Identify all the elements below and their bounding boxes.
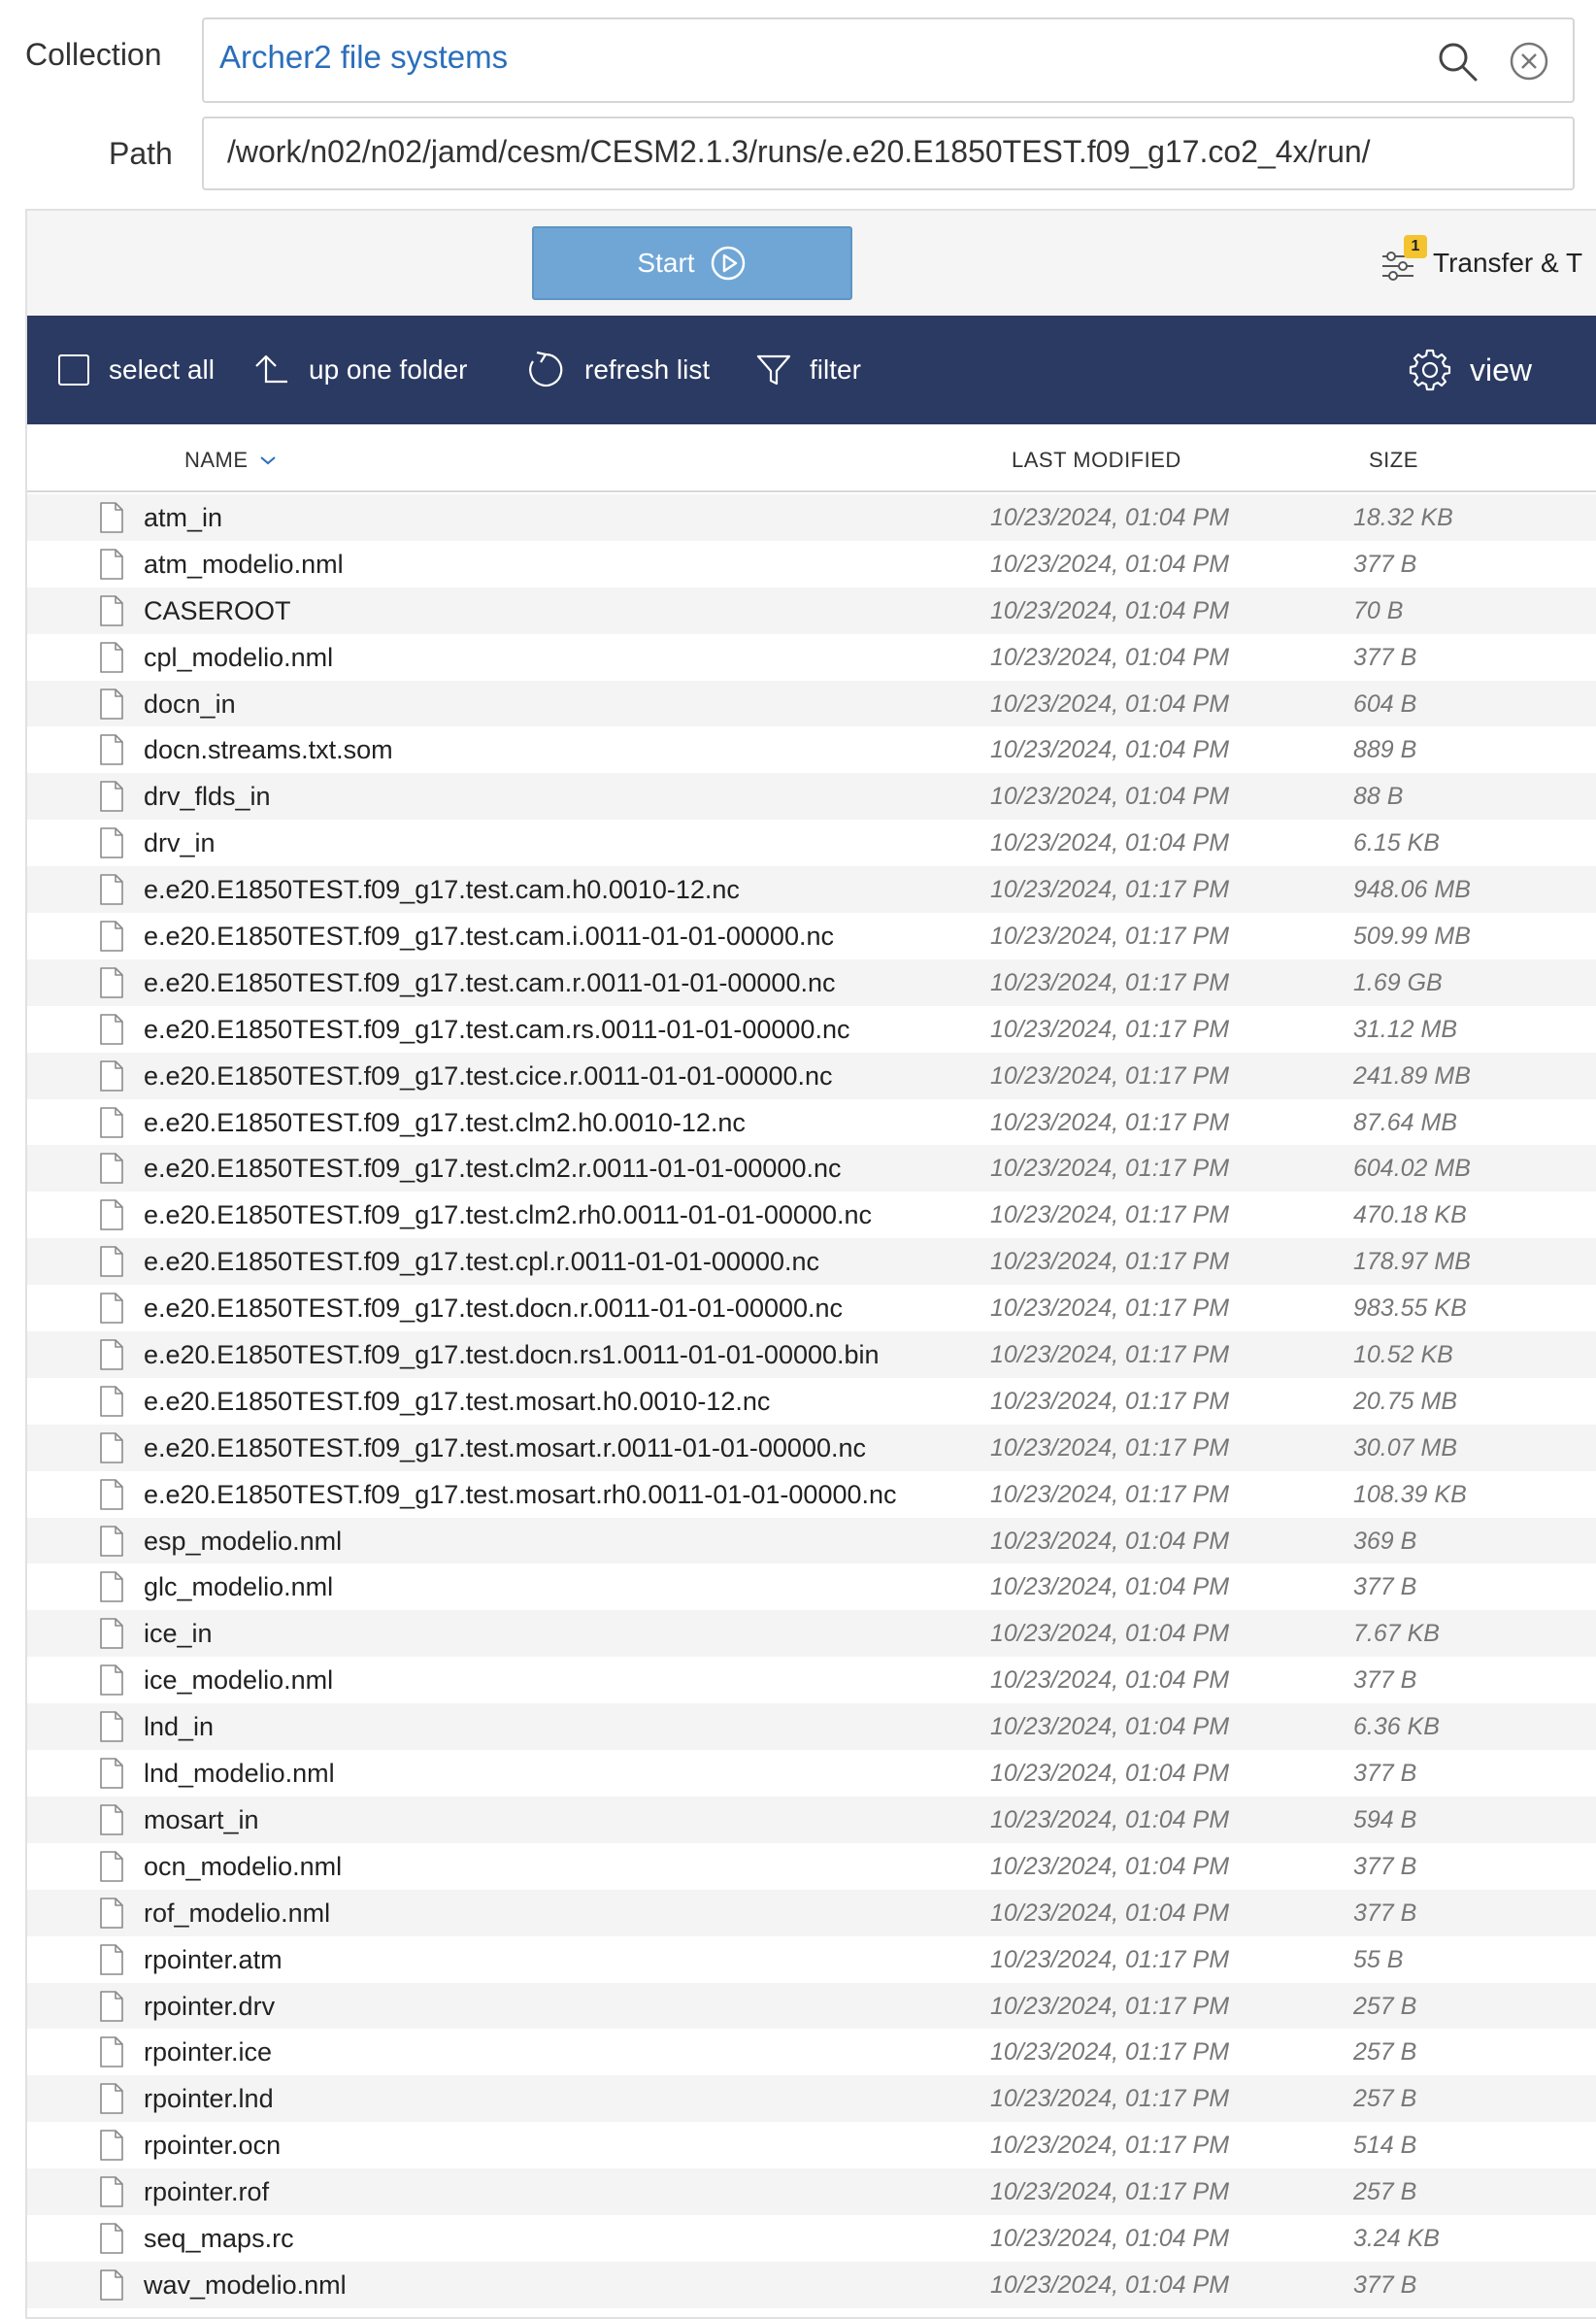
file-panel bbox=[25, 209, 1596, 2319]
file-modified: 10/23/2024, 01:17 PM bbox=[990, 968, 1230, 996]
modified-column-header[interactable]: LAST MODIFIED bbox=[1012, 448, 1181, 472]
table-row[interactable] bbox=[27, 1425, 1596, 1471]
file-modified: 10/23/2024, 01:04 PM bbox=[990, 1527, 1230, 1555]
file-size: 88 B bbox=[1353, 783, 1404, 811]
file-name[interactable]: lnd_in bbox=[144, 1712, 215, 1742]
file-modified: 10/23/2024, 01:04 PM bbox=[990, 1620, 1230, 1648]
file-icon bbox=[99, 2269, 124, 2302]
file-size: 377 B bbox=[1353, 1760, 1417, 1788]
path-value[interactable]: /work/n02/n02/jamd/cesm/CESM2.1.3/runs/e.e20.E1850TEST.f09_g17.co2_4x/run/ bbox=[227, 134, 1371, 169]
table-row[interactable] bbox=[27, 1192, 1596, 1238]
table-row[interactable] bbox=[27, 773, 1596, 820]
filter-label: filter bbox=[810, 354, 861, 385]
file-size: 369 B bbox=[1353, 1527, 1417, 1555]
file-icon bbox=[99, 1990, 124, 2023]
file-size: 87.64 MB bbox=[1353, 1108, 1458, 1136]
file-size: 604.02 MB bbox=[1353, 1155, 1471, 1183]
file-modified: 10/23/2024, 01:04 PM bbox=[990, 783, 1230, 811]
file-name[interactable]: rpointer.atm bbox=[144, 1944, 283, 1974]
table-row[interactable] bbox=[27, 494, 1596, 541]
file-size: 6.15 KB bbox=[1353, 829, 1440, 857]
file-modified: 10/23/2024, 01:17 PM bbox=[990, 923, 1230, 951]
file-size: 31.12 MB bbox=[1353, 1015, 1458, 1043]
file-icon bbox=[99, 966, 124, 999]
file-icon bbox=[99, 1570, 124, 1603]
chevron-down-icon bbox=[258, 454, 278, 467]
file-name[interactable]: cpl_modelio.nml bbox=[144, 642, 334, 672]
file-name[interactable]: atm_in bbox=[144, 503, 223, 532]
table-row[interactable] bbox=[27, 1053, 1596, 1099]
file-modified: 10/23/2024, 01:17 PM bbox=[990, 876, 1230, 904]
table-row[interactable] bbox=[27, 1750, 1596, 1797]
table-row[interactable] bbox=[27, 1936, 1596, 1983]
file-size: 514 B bbox=[1353, 2132, 1417, 2160]
file-name[interactable]: e.e20.E1850TEST.f09_g17.test.clm2.h0.0010-12.nc bbox=[144, 1107, 746, 1137]
file-icon bbox=[99, 1198, 124, 1231]
table-row[interactable] bbox=[27, 1797, 1596, 1843]
table-row[interactable] bbox=[27, 634, 1596, 681]
file-name[interactable]: lnd_modelio.nml bbox=[144, 1759, 335, 1789]
file-size: 257 B bbox=[1353, 2085, 1417, 2113]
file-size: 55 B bbox=[1353, 1945, 1404, 1973]
table-row[interactable] bbox=[27, 681, 1596, 727]
arrow-up-folder-icon bbox=[252, 351, 291, 389]
file-icon bbox=[99, 1059, 124, 1092]
file-name[interactable]: e.e20.E1850TEST.f09_g17.test.cice.r.0011-01-01-00000.nc bbox=[144, 1060, 833, 1091]
file-icon bbox=[99, 1013, 124, 1046]
file-name[interactable]: atm_modelio.nml bbox=[144, 549, 344, 579]
file-name[interactable]: esp_modelio.nml bbox=[144, 1526, 343, 1556]
file-icon bbox=[99, 1617, 124, 1650]
file-modified: 10/23/2024, 01:17 PM bbox=[990, 1945, 1230, 1973]
file-modified: 10/23/2024, 01:04 PM bbox=[990, 1713, 1230, 1741]
file-icon bbox=[99, 2035, 124, 2068]
file-modified: 10/23/2024, 01:04 PM bbox=[990, 689, 1230, 718]
file-modified: 10/23/2024, 01:04 PM bbox=[990, 1666, 1230, 1695]
file-size: 178.97 MB bbox=[1353, 1248, 1471, 1276]
file-modified: 10/23/2024, 01:04 PM bbox=[990, 1760, 1230, 1788]
table-row[interactable] bbox=[27, 2262, 1596, 2308]
file-icon bbox=[99, 1385, 124, 1418]
file-icon bbox=[99, 548, 124, 581]
file-size: 377 B bbox=[1353, 1899, 1417, 1927]
file-modified: 10/23/2024, 01:04 PM bbox=[990, 1852, 1230, 1880]
table-row[interactable] bbox=[27, 866, 1596, 913]
start-button[interactable] bbox=[532, 226, 852, 300]
file-modified: 10/23/2024, 01:17 PM bbox=[990, 1387, 1230, 1415]
collection-value[interactable]: Archer2 file systems bbox=[219, 39, 509, 75]
file-icon bbox=[99, 2082, 124, 2115]
refresh-list-label: refresh list bbox=[584, 354, 711, 385]
file-modified: 10/23/2024, 01:17 PM bbox=[990, 1201, 1230, 1229]
file-icon bbox=[99, 594, 124, 627]
file-icon bbox=[99, 1757, 124, 1790]
file-name[interactable]: docn.streams.txt.som bbox=[144, 735, 393, 765]
file-name[interactable]: rpointer.lnd bbox=[144, 2084, 274, 2114]
file-size: 377 B bbox=[1353, 1852, 1417, 1880]
file-name[interactable]: drv_in bbox=[144, 828, 216, 858]
table-row[interactable] bbox=[27, 1099, 1596, 1146]
file-size: 948.06 MB bbox=[1353, 876, 1471, 904]
table-row[interactable] bbox=[27, 1378, 1596, 1425]
file-icon bbox=[99, 1431, 124, 1464]
file-modified: 10/23/2024, 01:17 PM bbox=[990, 2132, 1230, 2160]
gear-icon bbox=[1408, 348, 1452, 392]
file-modified: 10/23/2024, 01:17 PM bbox=[990, 1015, 1230, 1043]
name-column-header[interactable] bbox=[184, 448, 278, 473]
up-one-folder-button[interactable] bbox=[252, 316, 467, 424]
file-name[interactable]: e.e20.E1850TEST.f09_g17.test.docn.rs1.0011-01-01-00000.bin bbox=[144, 1340, 880, 1370]
file-icon bbox=[99, 2222, 124, 2255]
file-name[interactable]: mosart_in bbox=[144, 1804, 259, 1834]
file-modified: 10/23/2024, 01:04 PM bbox=[990, 643, 1230, 671]
file-modified: 10/23/2024, 01:17 PM bbox=[990, 1341, 1230, 1369]
file-modified: 10/23/2024, 01:04 PM bbox=[990, 504, 1230, 531]
file-name[interactable]: glc_modelio.nml bbox=[144, 1572, 334, 1602]
view-button[interactable] bbox=[1408, 316, 1532, 424]
file-modified: 10/23/2024, 01:17 PM bbox=[990, 1061, 1230, 1090]
file-name[interactable]: rpointer.ice bbox=[144, 2037, 273, 2067]
refresh-icon bbox=[524, 349, 567, 391]
table-row[interactable] bbox=[27, 541, 1596, 588]
file-icon bbox=[99, 1245, 124, 1278]
file-name[interactable]: drv_flds_in bbox=[144, 782, 271, 812]
file-size: 604 B bbox=[1353, 689, 1417, 718]
file-icon bbox=[99, 1850, 124, 1883]
file-name[interactable]: ice_in bbox=[144, 1619, 213, 1649]
file-size: 377 B bbox=[1353, 643, 1417, 671]
table-row[interactable] bbox=[27, 1890, 1596, 1936]
collection-input[interactable] bbox=[202, 17, 1575, 103]
file-icon bbox=[99, 1664, 124, 1697]
file-size: 377 B bbox=[1353, 1666, 1417, 1695]
file-name[interactable]: e.e20.E1850TEST.f09_g17.test.cam.r.0011-01-01-00000.nc bbox=[144, 967, 836, 997]
funnel-icon bbox=[755, 352, 792, 388]
file-size: 509.99 MB bbox=[1353, 923, 1471, 951]
file-name[interactable]: wav_modelio.nml bbox=[144, 2269, 347, 2300]
file-size: 470.18 KB bbox=[1353, 1201, 1467, 1229]
table-row[interactable] bbox=[27, 1563, 1596, 1610]
search-icon[interactable] bbox=[1433, 37, 1481, 85]
file-size: 10.52 KB bbox=[1353, 1341, 1453, 1369]
view-label: view bbox=[1470, 352, 1533, 387]
file-name[interactable]: e.e20.E1850TEST.f09_g17.test.clm2.rh0.0011-01-01-00000.nc bbox=[144, 1200, 873, 1230]
file-modified: 10/23/2024, 01:04 PM bbox=[990, 1805, 1230, 1833]
file-modified: 10/23/2024, 01:04 PM bbox=[990, 550, 1230, 578]
file-name[interactable]: rpointer.rof bbox=[144, 2177, 270, 2207]
size-column-header[interactable]: SIZE bbox=[1369, 448, 1418, 472]
table-row[interactable] bbox=[27, 1610, 1596, 1657]
file-modified: 10/23/2024, 01:04 PM bbox=[990, 736, 1230, 764]
file-modified: 10/23/2024, 01:17 PM bbox=[990, 1155, 1230, 1183]
file-modified: 10/23/2024, 01:17 PM bbox=[990, 1992, 1230, 2020]
file-name[interactable]: e.e20.E1850TEST.f09_g17.test.mosart.h0.0010-12.nc bbox=[144, 1386, 771, 1416]
file-modified: 10/23/2024, 01:17 PM bbox=[990, 2178, 1230, 2206]
file-icon bbox=[99, 826, 124, 859]
select-all-button[interactable] bbox=[56, 316, 215, 424]
table-row[interactable] bbox=[27, 959, 1596, 1006]
path-label: Path bbox=[109, 136, 173, 171]
file-size: 594 B bbox=[1353, 1805, 1417, 1833]
file-icon bbox=[99, 641, 124, 674]
file-modified: 10/23/2024, 01:17 PM bbox=[990, 1294, 1230, 1323]
file-modified: 10/23/2024, 01:17 PM bbox=[990, 1433, 1230, 1462]
file-size: 7.67 KB bbox=[1353, 1620, 1440, 1648]
file-name[interactable]: e.e20.E1850TEST.f09_g17.test.mosart.rh0.0011-01-01-00000.nc bbox=[144, 1479, 897, 1509]
table-row[interactable] bbox=[27, 1238, 1596, 1285]
file-name[interactable]: ocn_modelio.nml bbox=[144, 1851, 343, 1881]
file-size: 377 B bbox=[1353, 1573, 1417, 1601]
start-label: Start bbox=[637, 248, 695, 278]
table-row[interactable] bbox=[27, 2215, 1596, 2262]
file-size: 257 B bbox=[1353, 2038, 1417, 2067]
file-name[interactable]: CASEROOT bbox=[144, 595, 291, 625]
path-input[interactable] bbox=[202, 117, 1575, 190]
file-size: 983.55 KB bbox=[1353, 1294, 1467, 1323]
table-row[interactable] bbox=[27, 1006, 1596, 1053]
file-size: 70 B bbox=[1353, 596, 1404, 624]
file-modified: 10/23/2024, 01:04 PM bbox=[990, 596, 1230, 624]
file-icon bbox=[99, 1710, 124, 1743]
file-icon bbox=[99, 1152, 124, 1185]
file-size: 3.24 KB bbox=[1353, 2224, 1440, 2252]
close-circle-icon[interactable] bbox=[1505, 37, 1553, 85]
file-modified: 10/23/2024, 01:17 PM bbox=[990, 1248, 1230, 1276]
file-icon bbox=[99, 1525, 124, 1558]
table-row[interactable] bbox=[27, 588, 1596, 634]
file-icon bbox=[99, 780, 124, 813]
table-row[interactable] bbox=[27, 2122, 1596, 2168]
file-name[interactable]: ice_modelio.nml bbox=[144, 1665, 334, 1696]
file-modified: 10/23/2024, 01:04 PM bbox=[990, 1899, 1230, 1927]
file-icon bbox=[99, 2175, 124, 2208]
file-icon bbox=[99, 1478, 124, 1511]
file-icon bbox=[99, 688, 124, 721]
file-size: 889 B bbox=[1353, 736, 1417, 764]
file-size: 18.32 KB bbox=[1353, 504, 1453, 531]
file-name[interactable]: docn_in bbox=[144, 689, 236, 719]
file-icon bbox=[99, 920, 124, 953]
table-row[interactable] bbox=[27, 2168, 1596, 2215]
file-icon bbox=[99, 1803, 124, 1836]
collection-label: Collection bbox=[25, 37, 162, 72]
start-bar bbox=[27, 211, 1596, 316]
table-row[interactable] bbox=[27, 1657, 1596, 1703]
table-row[interactable] bbox=[27, 1145, 1596, 1192]
file-name[interactable]: e.e20.E1850TEST.f09_g17.test.docn.r.0011-01-01-00000.nc bbox=[144, 1294, 844, 1324]
file-icon bbox=[99, 1943, 124, 1976]
table-row[interactable] bbox=[27, 1983, 1596, 2030]
file-modified: 10/23/2024, 01:17 PM bbox=[990, 1108, 1230, 1136]
file-modified: 10/23/2024, 01:17 PM bbox=[990, 2085, 1230, 2113]
file-size: 1.69 GB bbox=[1353, 968, 1443, 996]
refresh-list-button[interactable] bbox=[524, 316, 710, 424]
file-modified: 10/23/2024, 01:17 PM bbox=[990, 1480, 1230, 1508]
file-list bbox=[27, 494, 1596, 2308]
transfer-options-button[interactable] bbox=[1379, 240, 1582, 286]
checkbox-icon[interactable] bbox=[56, 353, 91, 387]
file-size: 257 B bbox=[1353, 1992, 1417, 2020]
up-one-folder-label: up one folder bbox=[309, 354, 468, 385]
table-row[interactable] bbox=[27, 2029, 1596, 2075]
file-size: 108.39 KB bbox=[1353, 1480, 1467, 1508]
toolbar bbox=[27, 316, 1596, 424]
transfer-badge: 1 bbox=[1404, 235, 1427, 258]
file-modified: 10/23/2024, 01:04 PM bbox=[990, 2224, 1230, 2252]
file-size: 377 B bbox=[1353, 550, 1417, 578]
table-row[interactable] bbox=[27, 820, 1596, 866]
file-size: 30.07 MB bbox=[1353, 1433, 1458, 1462]
table-row[interactable] bbox=[27, 726, 1596, 773]
file-icon bbox=[99, 1106, 124, 1139]
select-all-label: select all bbox=[109, 354, 215, 385]
file-size: 377 B bbox=[1353, 2270, 1417, 2299]
file-size: 257 B bbox=[1353, 2178, 1417, 2206]
table-row[interactable] bbox=[27, 1518, 1596, 1564]
file-modified: 10/23/2024, 01:04 PM bbox=[990, 1573, 1230, 1601]
file-icon bbox=[99, 1338, 124, 1371]
file-icon bbox=[99, 873, 124, 906]
file-name[interactable]: rof_modelio.nml bbox=[144, 1898, 331, 1928]
file-name[interactable]: e.e20.E1850TEST.f09_g17.test.cpl.r.0011-01-01-00000.nc bbox=[144, 1247, 819, 1277]
filter-button[interactable] bbox=[755, 316, 861, 424]
file-name[interactable]: e.e20.E1850TEST.f09_g17.test.mosart.r.0011-01-01-00000.nc bbox=[144, 1432, 866, 1462]
file-name[interactable]: rpointer.drv bbox=[144, 1991, 276, 2021]
file-name[interactable]: e.e20.E1850TEST.f09_g17.test.cam.rs.0011-01-01-00000.nc bbox=[144, 1014, 850, 1044]
file-name[interactable]: e.e20.E1850TEST.f09_g17.test.cam.i.0011-01-01-00000.nc bbox=[144, 922, 834, 952]
table-row[interactable] bbox=[27, 2075, 1596, 2122]
file-icon bbox=[99, 2129, 124, 2162]
file-modified: 10/23/2024, 01:04 PM bbox=[990, 829, 1230, 857]
table-row[interactable] bbox=[27, 1285, 1596, 1331]
transfer-label: Transfer & T bbox=[1433, 248, 1583, 278]
table-row[interactable] bbox=[27, 1843, 1596, 1890]
file-icon bbox=[99, 1292, 124, 1325]
file-size: 241.89 MB bbox=[1353, 1061, 1471, 1090]
table-header bbox=[27, 424, 1596, 492]
file-size: 6.36 KB bbox=[1353, 1713, 1440, 1741]
table-row[interactable] bbox=[27, 1331, 1596, 1378]
file-name[interactable]: e.e20.E1850TEST.f09_g17.test.cam.h0.0010-12.nc bbox=[144, 875, 740, 905]
play-circle-icon bbox=[709, 244, 748, 283]
table-row[interactable] bbox=[27, 1471, 1596, 1518]
file-name[interactable]: rpointer.ocn bbox=[144, 2131, 282, 2161]
table-row[interactable] bbox=[27, 913, 1596, 959]
file-size: 20.75 MB bbox=[1353, 1387, 1458, 1415]
file-name[interactable]: seq_maps.rc bbox=[144, 2223, 294, 2253]
table-row[interactable] bbox=[27, 1703, 1596, 1750]
file-name[interactable]: e.e20.E1850TEST.f09_g17.test.clm2.r.0011-01-01-00000.nc bbox=[144, 1154, 842, 1184]
file-icon bbox=[99, 1897, 124, 1930]
transfer-icon-wrap bbox=[1379, 238, 1423, 286]
file-modified: 10/23/2024, 01:04 PM bbox=[990, 2270, 1230, 2299]
file-icon bbox=[99, 501, 124, 534]
name-header-label: NAME bbox=[184, 448, 249, 472]
file-modified: 10/23/2024, 01:17 PM bbox=[990, 2038, 1230, 2067]
file-icon bbox=[99, 733, 124, 766]
